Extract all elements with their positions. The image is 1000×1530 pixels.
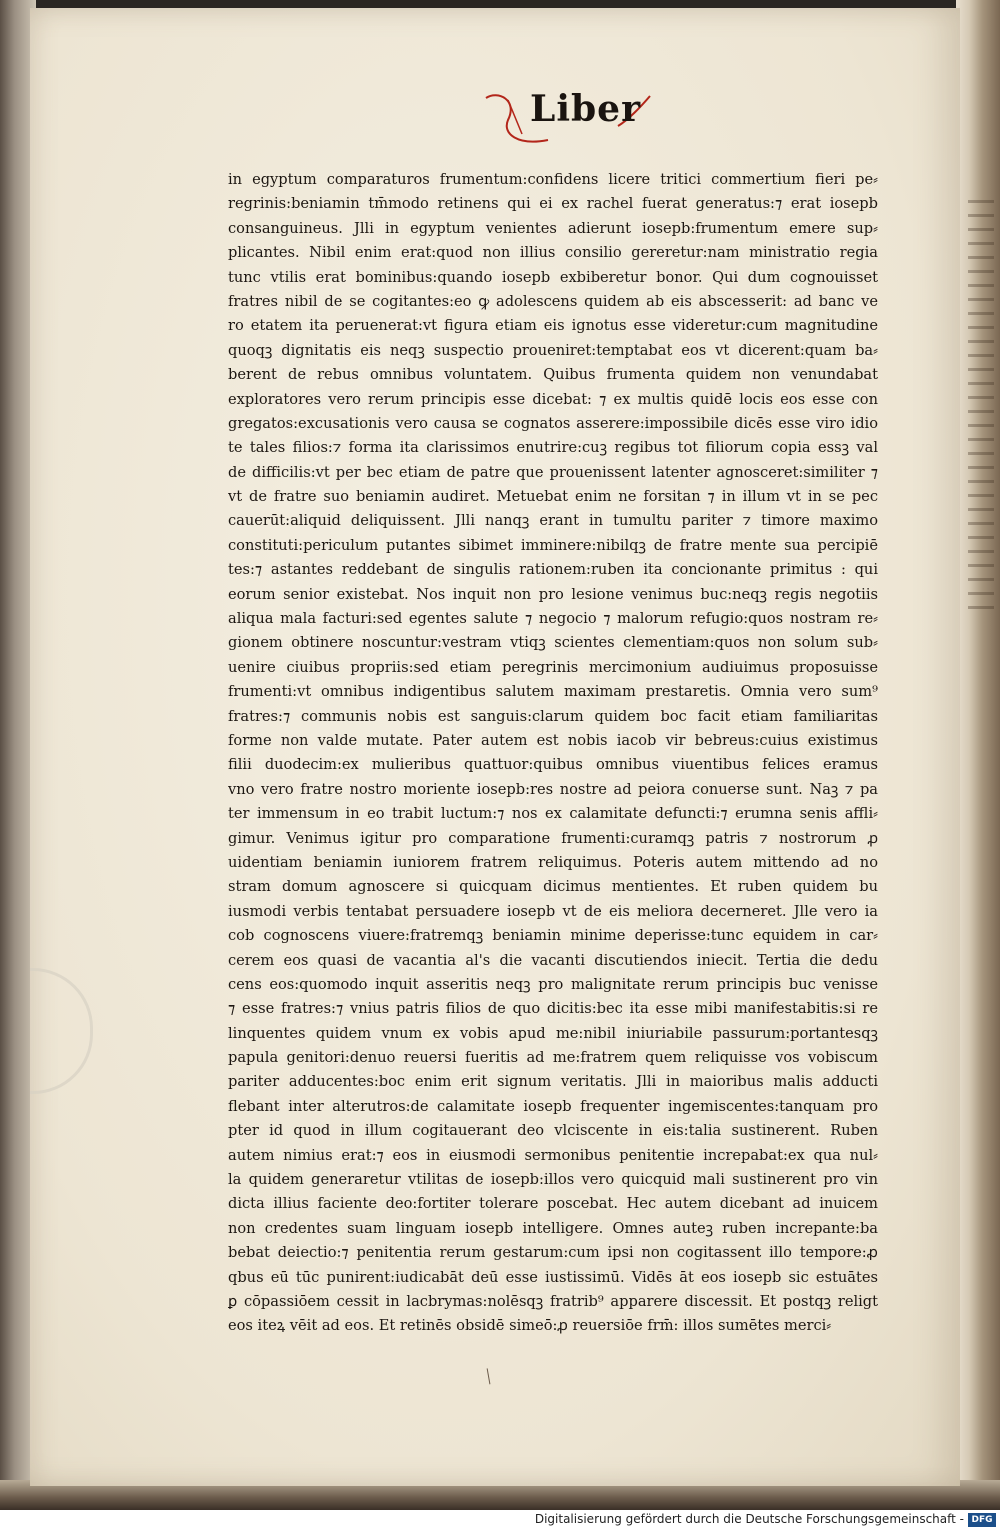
text-line: consanguineus. Jlli in egyptum venientes adierunt iosepb:frumentum emere sup⸗ (228, 219, 878, 237)
text-line: eorum senior existebat. Nos inquit non pro lesione venimus buc:neqꝫ regis negotiis (228, 585, 878, 603)
text-line: ter immensum in eo trabit luctum:⁊ nos ex calamitate defuncti:⁊ erumna senis affli⸗ (228, 805, 878, 823)
text-line: fratres:⁊ communis nobis est sanguis:clarum quidem boc facit etiam familiaritas (228, 707, 878, 725)
adjacent-page-text (968, 200, 994, 620)
text-line: autem nimius erat:⁊ eos in eiusmodi sermonibus penitentie increpabat:ex qua nul⸗ (228, 1146, 878, 1164)
text-line: constituti:periculum putantes sibimet imminere:nibilqꝫ de fratre mente sua percipiē (228, 536, 878, 554)
header-title: Liber (530, 88, 642, 130)
text-line: quoqꝫ dignitatis eis neqꝫ suspectio proueniret:temptabat eos vt dicerent:quam ba⸗ (228, 341, 878, 359)
text-line: de difficilis:vt per bec etiam de patre que prouenissent latenter agnosceret:similiter ⁊ (228, 463, 878, 481)
credit-text: Digitalisierung gefördert durch die Deutsche Forschungsgemeinschaft - (534, 1512, 964, 1526)
text-line: pter id quod in illum cogitauerant deo vlciscente in eis:talia sustinerent. Ruben (228, 1122, 878, 1140)
text-line: pariter adducentes:boc enim erit signum veritatis. Jlli in maioribus malis adducti (228, 1073, 878, 1091)
text-line: gionem obtinere noscuntur:vestram vtiqꝫ scientes clementiam:quos non solum sub⸗ (228, 634, 878, 652)
text-line: cerem eos quasi de vacantia al's die vacanti discutiendos iniecit. Tertia die dedu (228, 951, 878, 969)
text-line: dicta illius faciente deo:fortiter tolerare poscebat. Hec autem dicebant ad inuicem (228, 1195, 878, 1213)
text-line: in egyptum comparaturos frumentum:confidens licere tritici commertium fieri pe⸗ (228, 171, 878, 188)
text-line: gimur. Venimus igitur pro comparatione frumenti:curamqꝫ patris ⁊ nostrorum ꝓ (228, 829, 878, 847)
text-line: exploratores vero rerum principis esse dicebat: ⁊ ex multis quidē locis eos esse con (228, 390, 878, 408)
book-right-spine (956, 0, 1000, 1505)
text-line: iusmodi verbis tentabat persuadere iosepb vt de eis meliora decerneret. Jlle vero ia (228, 902, 878, 920)
text-line: cob cognoscens viuere:fratremqꝫ beniamin minime deperisse:tunc equidem in car⸗ (228, 927, 878, 945)
text-line: te tales filios:⁊ forma ita clarissimos enutrire:cuꝫ regibus tot filiorum copia essꝫ val (228, 439, 878, 457)
text-line: plicantes. Nibil enim erat:quod non illius consilio gereretur:nam ministratio regia (228, 244, 878, 262)
text-line: bebat deiectio:⁊ penitentia rerum gestarum:cum ipsi non cogitassent illo tempore:ꝓ (228, 1244, 878, 1262)
text-line: fratres nibil de se cogitantes:eo ꝙ adolescens quidem ab eis abscesserit: ad banc ve (228, 292, 878, 310)
credit-bar (0, 1510, 1000, 1530)
text-line: tunc vtilis erat bominibus:quando iosepb exbiberetur bonor. Qui dum cognouisset (228, 268, 878, 286)
text-line: ꝑ cōpassiōem cessit in lacbrymas:nolēsqꝫ fratrib⁹ apparere discessit. Et postqꝫ religt (228, 1292, 878, 1310)
text-line: eos iteꝝ vēit ad eos. Et retinēs obsidē simeō:ꝓ reuersiōe frm̄: illos sumētes merci⸗ (228, 1317, 832, 1335)
text-line: berent de rebus omnibus voluntatem. Quibus frumenta quidem non venundabat (228, 366, 878, 384)
text-block (228, 168, 878, 1339)
text-line: cens eos:quomodo inquit asseritis neqꝫ pro malignitate rerum principis buc venisse (228, 975, 878, 993)
text-line: uenire ciuibus propriis:sed etiam peregrinis mercimonium audiuimus proposuisse (228, 658, 878, 676)
clip-mark (30, 968, 93, 1094)
text-line: stram domum agnoscere si quicquam dicimus mentientes. Et ruben quidem bu (228, 878, 878, 896)
text-line: aliqua mala facturi:sed egentes salute ⁊ negocio ⁊ malorum refugio:quos nostram re⸗ (228, 610, 878, 628)
text-line: gregatos:excusationis vero causa se cognatos asserere:impossibile dicēs esse viro idio (228, 414, 878, 432)
text-line: tes:⁊ astantes reddebant de singulis rationem:ruben ita concionante primitus : qui (228, 561, 878, 579)
text-line: forme non valde mutate. Pater autem est nobis iacob vir bebreus:cuius existimus (228, 731, 878, 749)
text-line: la quidem generaretur vtilitas de iosepb:illos vero quicquid mali sustinerent pro vin (228, 1171, 878, 1189)
text-line: filii duodecim:ex mulieribus quattuor:quibus omnibus viuentibus felices eramus (228, 756, 878, 774)
dfg-logo: DFG (968, 1513, 996, 1527)
text-line: ⁊ esse fratres:⁊ vnius patris filios de quo dicitis:bec ita esse mibi manifestabitis:si re (228, 1000, 878, 1018)
text-line: linquentes quidem vnum ex vobis apud me:nibil iniuriabile passurum:portantesqꝫ (228, 1024, 878, 1042)
text-line: vno vero fratre nostro moriente iosepb:res nostre ad peiora conuerse sunt. Naꝫ ⁊ pa (228, 780, 878, 798)
text-line: cauerūt:aliquid deliquissent. Jlli nanqꝫ erant in tumultu pariter ⁊ timore maximo (228, 512, 878, 530)
text-line: qbus eū tūc punirent:iudicabāt deū esse iustissimū. Vidēs āt eos iosepb sic estuātes (228, 1268, 878, 1286)
text-line: flebant inter alterutros:de calamitate iosepb frequenter ingemiscentes:tanquam pro (228, 1097, 878, 1115)
text-line: papula genitori:denuo reuersi fueritis ad me:fratrem quem reliquisse vos vobiscum (228, 1049, 878, 1067)
text-line: ro etatem ita peruenerat:vt figura etiam eis ignotus esse videretur:cum magnitudine (228, 317, 878, 335)
text-line: uidentiam beniamin iuniorem fratrem reliquimus. Poteris autem mittendo ad no (228, 853, 878, 871)
text-line: regrinis:beniamin tm̄modo retinens qui ei ex rachel fuerat generatus:⁊ erat iosepb (228, 195, 878, 213)
text-line: frumenti:vt omnibus indigentibus salutem maximam prestaretis. Omnia vero sum⁹ (228, 683, 878, 701)
page-header (478, 80, 658, 150)
text-line: vt de fratre suo beniamin audiret. Metuebat enim ne forsitan ⁊ in illum vt in se pec (228, 488, 878, 506)
text-line: non credentes suam linguam iosepb intelligere. Omnes auteꝫ ruben increpante:ba (228, 1219, 878, 1237)
